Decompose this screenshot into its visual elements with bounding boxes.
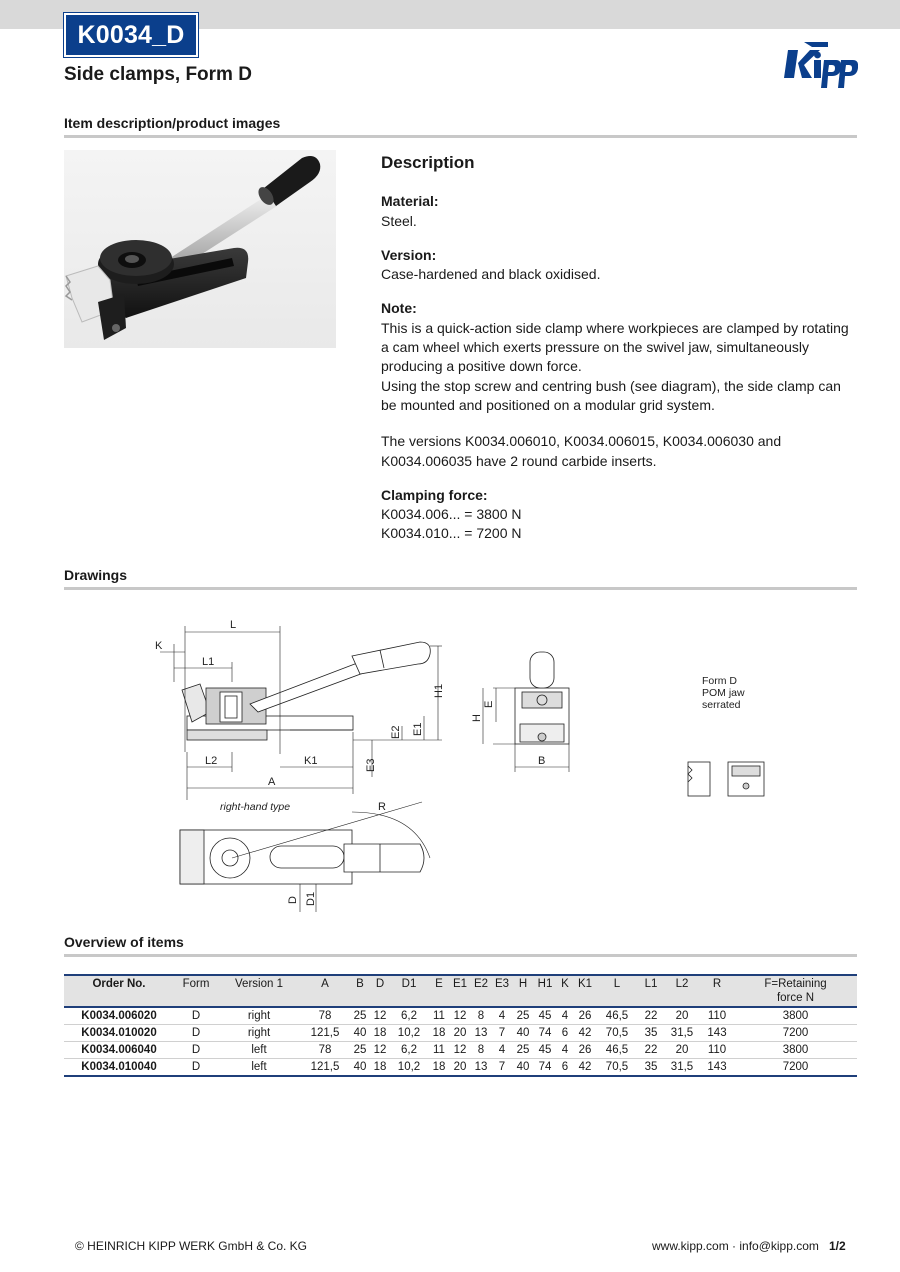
table-cell: 4 (556, 1042, 574, 1059)
clamping-force-2: K0034.010... = 7200 N (381, 525, 522, 542)
table-cell: 12 (370, 1007, 390, 1025)
note-label: Note: (381, 300, 417, 317)
table-cell: right (218, 1007, 300, 1025)
items-table (64, 974, 857, 1077)
table-cell: D (174, 1007, 218, 1025)
table-cell: 143 (700, 1059, 734, 1077)
col-l2: L2 (675, 978, 689, 990)
table-cell: 3800 (734, 1007, 857, 1025)
dim-K: K (155, 640, 163, 652)
material-label: Material: (381, 193, 439, 210)
right-hand-type-label: right-hand type (220, 801, 291, 813)
table-cell: 8 (470, 1007, 492, 1025)
dim-L: L (230, 619, 237, 631)
dim-R: R (378, 801, 386, 813)
clamping-force-label: Clamping force: (381, 486, 488, 503)
table-row (64, 1059, 857, 1077)
table-cell: 110 (700, 1007, 734, 1025)
table-cell: 20 (450, 1059, 470, 1077)
table-cell: 7 (492, 1059, 512, 1077)
table-cell: D (174, 1059, 218, 1077)
table-cell: 18 (428, 1025, 450, 1042)
order-number-cell: K0034.006020 (64, 1007, 174, 1025)
material-value: Steel. (381, 212, 417, 229)
table-cell: 20 (664, 1007, 700, 1025)
note-text-1: This is a quick-action side clamp where workpieces are clamped by rotating a cam wheel which exerts pressure on the swivel jaw, simultaneously producing a positive down force. (381, 319, 849, 375)
col-h1: H1 (537, 978, 553, 990)
col-e3: E3 (494, 978, 510, 990)
col-h: H (518, 978, 528, 990)
table-cell: 13 (470, 1025, 492, 1042)
section-rule (64, 954, 857, 957)
product-code-badge: K0034_D (64, 13, 198, 57)
table-cell: 4 (556, 1007, 574, 1025)
table-cell: 45 (534, 1042, 556, 1059)
table-cell: 70,5 (596, 1059, 638, 1077)
table-cell: 26 (574, 1042, 596, 1059)
table-body (64, 1007, 857, 1076)
table-cell: 70,5 (596, 1025, 638, 1042)
table-header-row (64, 975, 857, 1007)
dim-E2: E2 (390, 725, 402, 739)
col-k1: K1 (577, 978, 593, 990)
col-r: R (712, 978, 722, 990)
col-form: Form (182, 978, 210, 990)
table-cell: left (218, 1042, 300, 1059)
clamping-force-1: K0034.006... = 3800 N (381, 506, 522, 523)
table-cell: 40 (350, 1025, 370, 1042)
table-cell: 22 (638, 1042, 664, 1059)
order-number-cell: K0034.006040 (64, 1042, 174, 1059)
table-cell: 45 (534, 1007, 556, 1025)
table-cell: 74 (534, 1059, 556, 1077)
section-heading-images: Item description/product images (64, 115, 281, 131)
table-cell: 74 (534, 1025, 556, 1042)
table-cell: 20 (450, 1025, 470, 1042)
col-l1: L1 (644, 978, 658, 990)
table-cell: 46,5 (596, 1042, 638, 1059)
col-d: D (375, 978, 385, 990)
table-cell: 12 (370, 1042, 390, 1059)
table-cell: right (218, 1025, 300, 1042)
pom-jaw-label: POM jaw (702, 687, 745, 699)
table-cell: 10,2 (390, 1059, 428, 1077)
table-cell: left (218, 1059, 300, 1077)
table-cell: 12 (450, 1042, 470, 1059)
description-block (381, 153, 857, 559)
table-cell: 31,5 (664, 1025, 700, 1042)
table-cell: 6,2 (390, 1042, 428, 1059)
footer-contact: www.kipp.com · info@kipp.com (652, 1239, 819, 1253)
dim-D1: D1 (305, 891, 317, 906)
col-retaining-force-line-2: force N (776, 992, 815, 1004)
table-cell: 42 (574, 1059, 596, 1077)
col-e1: E1 (452, 978, 468, 990)
side-view (182, 642, 430, 740)
dim-H1: H1 (433, 683, 445, 698)
table-cell: 40 (350, 1059, 370, 1077)
dim-A: A (268, 776, 276, 788)
table-row (64, 1025, 857, 1042)
table-cell: 18 (370, 1025, 390, 1042)
table-cell: 4 (492, 1042, 512, 1059)
front-view (483, 652, 569, 772)
dim-K1: K1 (304, 755, 318, 767)
table-cell: 6 (556, 1025, 574, 1042)
note-text-3: The versions K0034.006010, K0034.006015, K0034.006030 and K0034.006035 have 2 round carbide inserts. (381, 433, 782, 469)
table-cell: 22 (638, 1007, 664, 1025)
table-cell: 11 (428, 1042, 450, 1059)
form-d-label: Form D (702, 675, 737, 687)
col-e: E (435, 978, 443, 990)
table-row (64, 1007, 857, 1025)
table-cell: 25 (350, 1007, 370, 1025)
col-order-no: Order No. (92, 978, 146, 990)
table-cell: 3800 (734, 1042, 857, 1059)
col-retaining-force (734, 975, 857, 1007)
table-cell: D (174, 1025, 218, 1042)
section-rule (64, 587, 857, 590)
table-cell: 25 (512, 1007, 534, 1025)
dim-E3: E3 (365, 758, 377, 772)
table-cell: 18 (370, 1059, 390, 1077)
section-rule (64, 135, 857, 138)
col-b: B (356, 978, 364, 990)
page-title: Side clamps, Form D (64, 64, 252, 85)
table-cell: D (174, 1042, 218, 1059)
footer-copyright: © HEINRICH KIPP WERK GmbH & Co. KG (75, 1239, 307, 1253)
footer-page-number: 1/2 (829, 1239, 846, 1253)
dim-B: B (538, 755, 546, 767)
col-a: A (321, 978, 329, 990)
table-cell: 46,5 (596, 1007, 638, 1025)
table-cell: 40 (512, 1025, 534, 1042)
table-cell: 7200 (734, 1025, 857, 1042)
table-cell: 143 (700, 1025, 734, 1042)
table-cell: 13 (470, 1059, 492, 1077)
order-number-cell: K0034.010040 (64, 1059, 174, 1077)
table-cell: 110 (700, 1042, 734, 1059)
section-heading-drawings: Drawings (64, 567, 128, 583)
table-cell: 7200 (734, 1059, 857, 1077)
table-cell: 35 (638, 1059, 664, 1077)
table-cell: 10,2 (390, 1025, 428, 1042)
col-k: K (561, 978, 569, 990)
dim-H: H (471, 714, 483, 722)
table-cell: 6,2 (390, 1007, 428, 1025)
table-cell: 121,5 (300, 1059, 350, 1077)
table-cell: 25 (350, 1042, 370, 1059)
jaw-detail (688, 762, 764, 796)
product-image (64, 150, 336, 348)
table-cell: 11 (428, 1007, 450, 1025)
version-label: Version: (381, 246, 437, 263)
table-cell: 25 (512, 1042, 534, 1059)
section-heading-overview: Overview of items (64, 934, 184, 950)
table-cell: 6 (556, 1059, 574, 1077)
col-l: L (613, 978, 621, 990)
table-cell: 18 (428, 1059, 450, 1077)
table-cell: 12 (450, 1007, 470, 1025)
table-cell: 8 (470, 1042, 492, 1059)
col-d1: D1 (401, 978, 417, 990)
order-number-cell: K0034.010020 (64, 1025, 174, 1042)
table-cell: 121,5 (300, 1025, 350, 1042)
table-cell: 78 (300, 1042, 350, 1059)
table-cell: 31,5 (664, 1059, 700, 1077)
col-version: Version 1 (235, 978, 283, 990)
table-cell: 7 (492, 1025, 512, 1042)
col-e2: E2 (473, 978, 489, 990)
dim-D: D (287, 896, 299, 904)
table-cell: 78 (300, 1007, 350, 1025)
table-cell: 35 (638, 1025, 664, 1042)
serrated-label: serrated (702, 699, 741, 711)
dim-E1: E1 (412, 722, 424, 736)
technical-drawing (140, 612, 800, 912)
dim-E: E (483, 700, 495, 708)
kipp-logo (784, 38, 858, 92)
table-row (64, 1042, 857, 1059)
dim-L1: L1 (202, 656, 215, 668)
version-value: Case-hardened and black oxidised. (381, 266, 601, 283)
table-cell: 4 (492, 1007, 512, 1025)
table-cell: 40 (512, 1059, 534, 1077)
table-cell: 42 (574, 1025, 596, 1042)
table-cell: 20 (664, 1042, 700, 1059)
col-retaining-force-line-1: F=Retaining (764, 978, 827, 990)
table-cell: 26 (574, 1007, 596, 1025)
description-heading: Description (381, 153, 475, 172)
dim-L2: L2 (205, 755, 218, 767)
note-text-2: Using the stop screw and centring bush (see diagram), the side clamp can be mounted and positioned on a modular grid system. (381, 377, 841, 413)
